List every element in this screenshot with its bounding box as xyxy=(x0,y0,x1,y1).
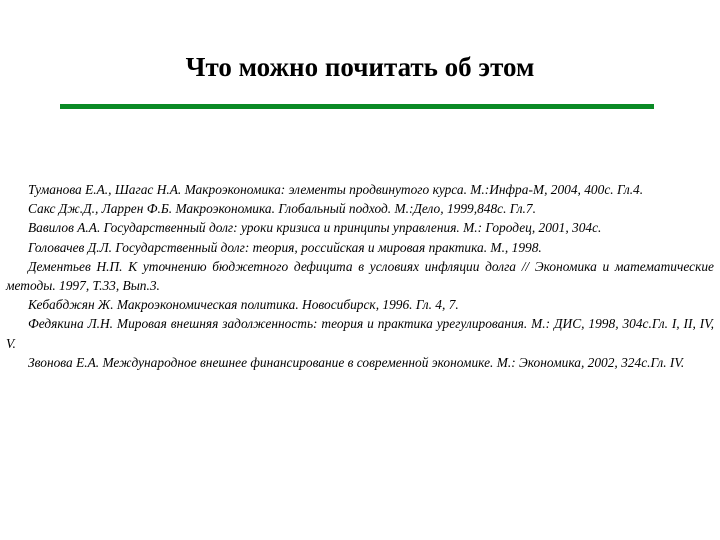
reference-item: Вавилов А.А. Государственный долг: уроки кризиса и принципы управления. М.: Городец, 2001, 304с. xyxy=(28,220,602,236)
reference-item: Сакс Дж.Д., Ларрен Ф.Б. Макроэкономика. Глобальный подход. М.:Дело, 1999,848с. Гл.7. xyxy=(28,201,536,217)
slide-title xyxy=(0,52,720,83)
reference-list xyxy=(6,180,714,372)
slide-title-text: Что можно почитать об этом xyxy=(185,52,535,82)
reference-item: Федякина Л.Н. Мировая внешняя задолженность: теория и практика урегулирования. М.: ДИС, 1998, 304с.Гл. I, II, IV, V. xyxy=(6,316,714,351)
title-underline-divider xyxy=(60,104,654,109)
reference-item: Головачев Д.Л. Государственный долг: теория, российская и мировая практика. М., 1998. xyxy=(28,239,542,255)
reference-item: Дементьев Н.П. К уточнению бюджетного дефицита в условиях инфляции долга // Экономика и математические методы. 1997, Т.33, Вып.3. xyxy=(6,258,714,294)
reference-item: Туманова Е.А., Шагас Н.А. Макроэкономика: элементы продвинутого курса. М.:Инфра-М, 2004, 400с. Гл.4. xyxy=(28,182,644,197)
reference-item: Кебабджян Ж. Макроэкономическая политика. Новосибирск, 1996. Гл. 4, 7. xyxy=(28,297,459,313)
reference-item: Звонова Е.А. Международное внешнее финансирование в современной экономике. М.: Экономика, 2002, 324с.Гл. IV. xyxy=(28,354,685,370)
